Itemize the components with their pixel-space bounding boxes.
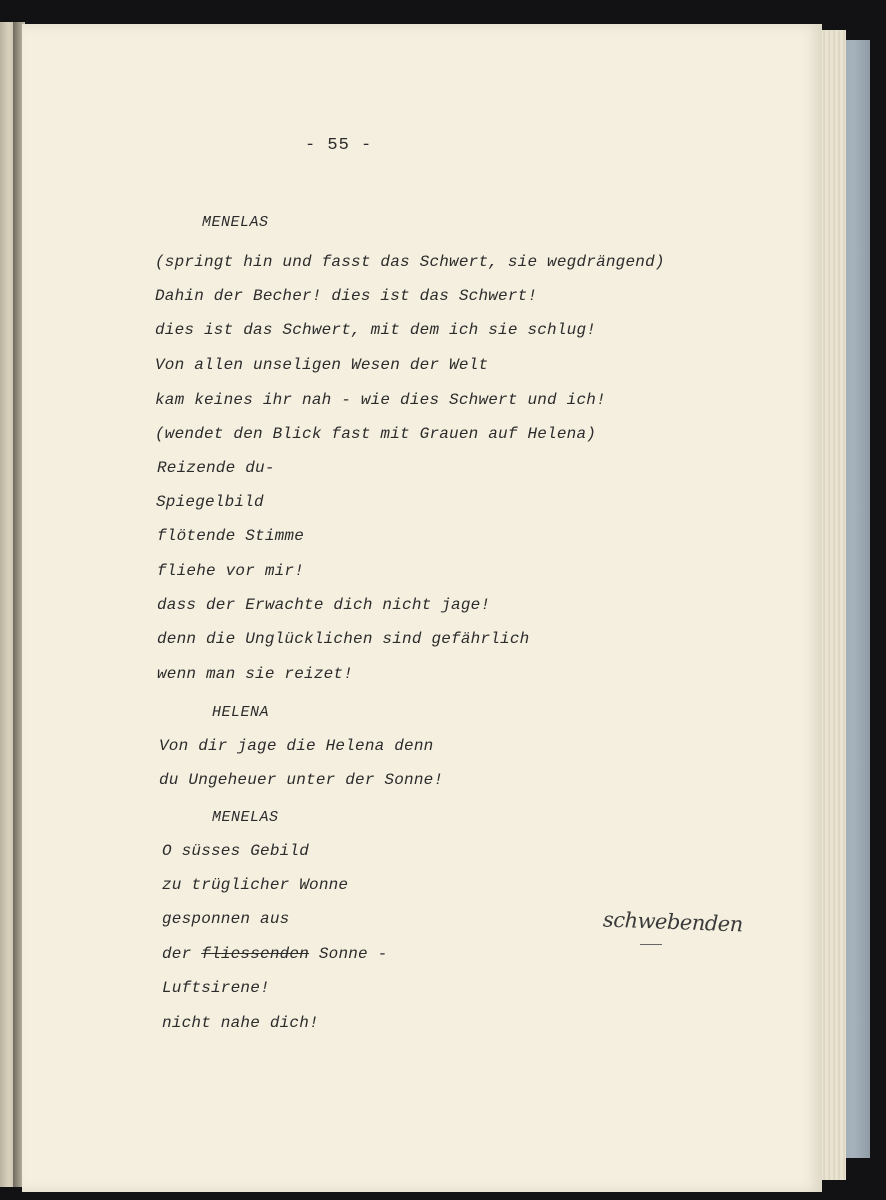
stage-direction: (wendet den Blick fast mit Grauen auf Helena) bbox=[155, 425, 597, 443]
verse-line: gesponnen aus bbox=[162, 910, 290, 928]
verse-line: zu trüglicher Wonne bbox=[162, 876, 349, 894]
speaker-name: HELENA bbox=[212, 704, 270, 721]
handwriting-mark bbox=[640, 944, 662, 945]
page-number: - 55 - bbox=[305, 136, 373, 155]
verse-line: fliehe vor mir! bbox=[157, 562, 305, 580]
verse-line: du Ungeheuer unter der Sonne! bbox=[159, 771, 444, 789]
verse-line: Spiegelbild bbox=[156, 493, 264, 511]
previous-page-edge bbox=[0, 22, 14, 1187]
verse-line: Von dir jage die Helena denn bbox=[159, 737, 434, 755]
verse-line: nicht nahe dich! bbox=[162, 1014, 319, 1032]
stage-direction: (springt hin und fasst das Schwert, sie wegdrängend) bbox=[155, 253, 665, 271]
typescript-page bbox=[22, 24, 822, 1192]
speaker-name: MENELAS bbox=[202, 214, 269, 231]
verse-line: O süsses Gebild bbox=[162, 842, 310, 860]
verse-line: dies ist das Schwert, mit dem ich sie schlug! bbox=[155, 321, 597, 339]
verse-line: wenn man sie reizet! bbox=[157, 665, 354, 683]
verse-line: Von allen unseligen Wesen der Welt bbox=[155, 356, 489, 374]
verse-line: dass der Erwachte dich nicht jage! bbox=[157, 596, 491, 614]
handwritten-correction: schwebenden bbox=[602, 907, 744, 937]
verse-line: kam keines ihr nah - wie dies Schwert und ich! bbox=[155, 391, 606, 409]
verse-line: Dahin der Becher! dies ist das Schwert! bbox=[155, 287, 538, 305]
verse-line: Reizende du- bbox=[157, 459, 275, 477]
speaker-name: MENELAS bbox=[212, 809, 279, 826]
verse-text: Sonne - bbox=[309, 945, 388, 963]
verse-text: der bbox=[162, 945, 202, 963]
verse-line: denn die Unglücklichen sind gefährlich bbox=[157, 630, 530, 648]
verse-line: Luftsirene! bbox=[162, 979, 270, 997]
edited-verse-line bbox=[162, 945, 387, 963]
verse-line: flötende Stimme bbox=[157, 527, 305, 545]
struck-word: fliessenden bbox=[201, 945, 310, 963]
